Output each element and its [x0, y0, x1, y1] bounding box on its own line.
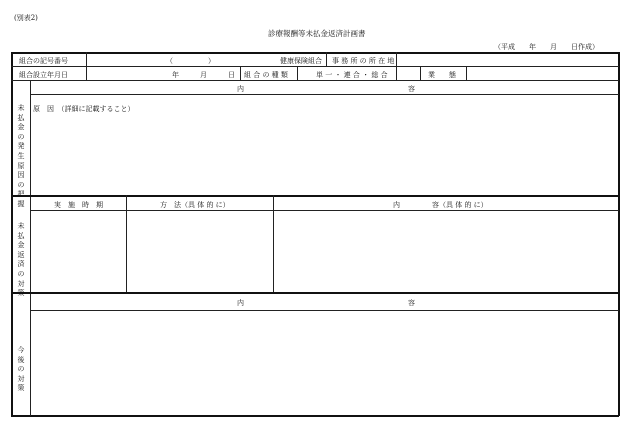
union-code-paren: （ ）: [166, 57, 215, 65]
header-col-divider-5: [297, 66, 298, 80]
section1-header-line: [30, 94, 619, 95]
header-col-divider-1: [86, 52, 87, 80]
form-label: (別表2): [14, 14, 38, 22]
header-col-divider-4: [396, 52, 397, 80]
established-label: 組合設立年月日: [19, 71, 68, 79]
header-col-divider-6: [420, 66, 421, 80]
outer-border-right: [618, 52, 620, 416]
union-code-label: 組合の記号番号: [19, 57, 68, 65]
section3-col-right: 容: [408, 299, 415, 307]
row-divider-1: [11, 66, 619, 67]
page-title: 診療報酬等未払金返済計画書: [268, 29, 366, 38]
outer-border-top: [11, 52, 619, 54]
union-type-label: 組 合 の 種 類: [244, 71, 288, 79]
section3-col-left: 内: [237, 299, 244, 307]
header-col-divider-2: [240, 66, 241, 80]
union-type-options: 単 一 ・ 連 合 ・ 総 合: [316, 71, 388, 79]
section2-col-method: 方 法（具 体 的 に）: [160, 201, 230, 209]
section1-col-left: 内: [237, 85, 244, 93]
section3-side-label: 今後の対策: [17, 346, 25, 393]
cause-text: 原 因 （詳細に記載すること）: [33, 105, 135, 113]
header-col-divider-3: [326, 52, 327, 66]
section1-col-right: 容: [408, 85, 415, 93]
section2-bottom: [11, 292, 619, 294]
header-col-divider-7: [466, 66, 467, 80]
side-label-divider: [30, 80, 31, 416]
section1-bottom: [11, 195, 619, 197]
section2-col-content-right: 容（具 体 的 に）: [432, 201, 488, 209]
health-union-label: 健康保険組合: [280, 57, 322, 65]
date-line: （平成 年 月 日作成）: [494, 43, 599, 51]
section1-side-label: 未払金の発生原因の 握: [17, 104, 25, 208]
row-divider-2: [11, 80, 619, 81]
section2-col-content-left: 内: [393, 201, 400, 209]
section3-header-line: [30, 310, 619, 311]
section2-col-divider-2: [273, 195, 274, 292]
section2-side-label: 未払金返済の対: [17, 222, 25, 288]
established-date: 年 月 日: [172, 71, 235, 79]
outer-border-bottom: [11, 415, 619, 417]
business-label: 業 態: [428, 71, 456, 79]
office-address-label: 事 務 所 の 所 在 地: [332, 57, 395, 65]
section2-col-divider-1: [126, 195, 127, 292]
section2-header-line: [30, 210, 619, 211]
section2-col-timing: 実 施 時 期: [54, 201, 103, 209]
outer-border-left: [11, 52, 13, 416]
